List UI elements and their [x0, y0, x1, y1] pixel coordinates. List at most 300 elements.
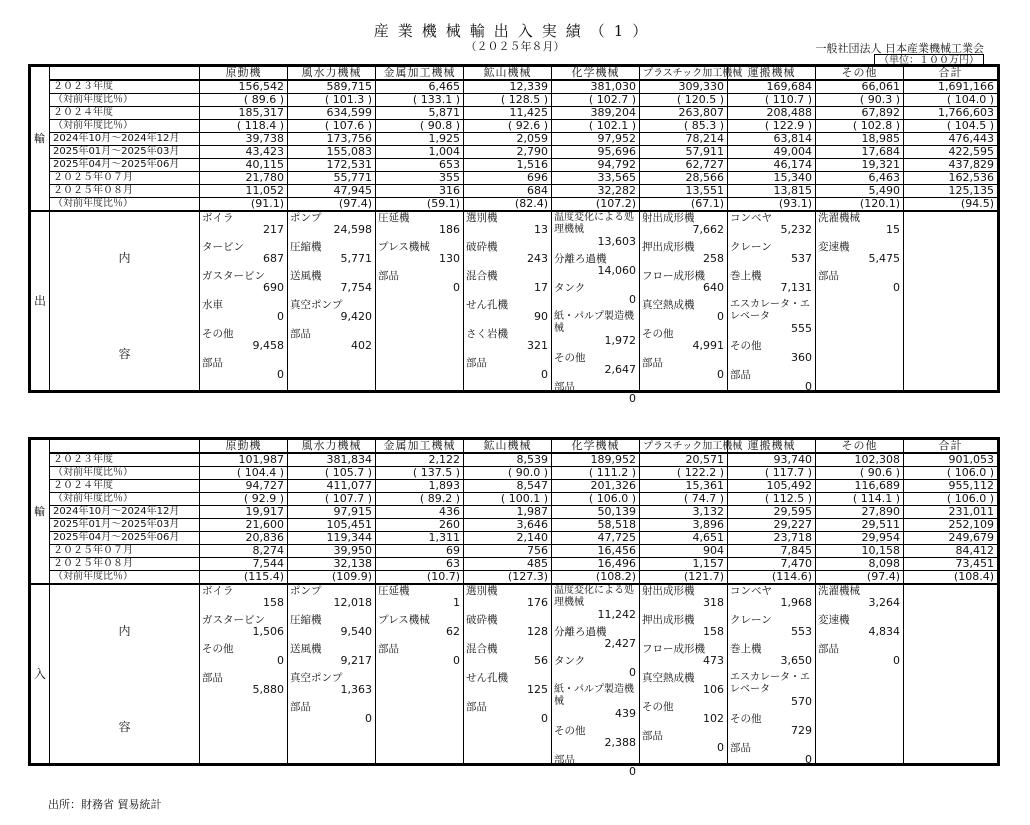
- import-cell: ( 111.2 ): [552, 467, 640, 480]
- export-cell: ( 89.6 ): [200, 94, 288, 107]
- export-cell: ( 102.1 ): [552, 120, 640, 133]
- import-breakdown-col: [288, 584, 376, 765]
- import-breakdown-col: [464, 584, 552, 765]
- import-item-name: 部品: [730, 742, 751, 754]
- import-cell: (115.4): [200, 571, 288, 585]
- export-cell: 46,174: [728, 159, 816, 172]
- export-cell: 40,115: [200, 159, 288, 172]
- export-item-name: タンク: [554, 282, 586, 294]
- import-row-label: ２０２３年度: [50, 453, 200, 467]
- export-item-value: 258: [703, 252, 724, 265]
- export-cell: 634,599: [288, 107, 376, 120]
- export-item-name: ガスタービン: [202, 270, 265, 282]
- export-cell: (120.1): [816, 198, 904, 212]
- import-item-name: 圧延機: [378, 585, 410, 597]
- export-cell: 95,696: [552, 146, 640, 159]
- export-item-name: 洗濯機械: [818, 212, 860, 224]
- import-row-label: ２０２５年０８月: [50, 558, 200, 571]
- export-item-value: 0: [453, 281, 460, 294]
- import-item-value: 2,427: [604, 637, 636, 650]
- export-cell: ( 101.3 ): [288, 94, 376, 107]
- export-cell: 316: [376, 185, 464, 198]
- import-cell: 69: [376, 545, 464, 558]
- import-item-value: 1,506: [252, 625, 284, 638]
- import-cell: 73,451: [904, 558, 999, 571]
- export-cell: 6,463: [816, 172, 904, 185]
- import-item-value: 2,388: [604, 736, 636, 749]
- export-cell: 12,339: [464, 80, 552, 94]
- export-cell: 172,531: [288, 159, 376, 172]
- export-cell: 653: [376, 159, 464, 172]
- export-cell: (67.1): [640, 198, 728, 212]
- export-breakdown-row: [30, 211, 999, 392]
- import-row-label: ２０２５年０７月: [50, 545, 200, 558]
- import-cell: 105,492: [728, 480, 816, 493]
- page-subtitle: （２０２５年８月）: [465, 40, 565, 53]
- import-item-value: 125: [527, 683, 548, 696]
- export-cell: 94,792: [552, 159, 640, 172]
- import-cell: ( 112.5 ): [728, 493, 816, 506]
- import-side-label-top: 輸: [30, 439, 50, 585]
- import-label-uchi: 内: [118, 624, 131, 638]
- export-cell: 1,516: [464, 159, 552, 172]
- export-item-name: 圧延機: [378, 212, 410, 224]
- export-item-name: 圧縮機: [290, 241, 322, 253]
- import-col-header: プラスチック加工機械: [640, 439, 728, 454]
- export-item-value: 5,771: [340, 252, 372, 265]
- export-item-name: 真空熱成機: [642, 299, 695, 311]
- export-row-label: 2025年04月～2025年06月: [50, 159, 200, 172]
- import-item-name: その他: [730, 713, 762, 725]
- import-item-value: 0: [453, 654, 460, 667]
- export-item-value: 0: [629, 293, 636, 306]
- import-item-value: 158: [703, 625, 724, 638]
- export-cell: 309,330: [640, 80, 728, 94]
- export-item-name: タービン: [202, 241, 244, 253]
- import-item-name: せん孔機: [466, 672, 508, 684]
- export-cell: (97.4): [288, 198, 376, 212]
- import-cell: 116,689: [816, 480, 904, 493]
- export-row-label: （対前年度比％）: [50, 198, 200, 212]
- import-cell: 97,915: [288, 506, 376, 519]
- export-side-label-bottom: 出: [30, 211, 50, 392]
- export-cell: 66,061: [816, 80, 904, 94]
- export-data-row: [30, 133, 999, 146]
- import-item-name: 部品: [290, 701, 311, 713]
- import-cell: 1,987: [464, 506, 552, 519]
- import-cell: ( 104.4 ): [200, 467, 288, 480]
- export-cell: 1,691,166: [904, 80, 999, 94]
- export-data-row: [30, 146, 999, 159]
- export-cell: ( 85.3 ): [640, 120, 728, 133]
- export-cell: 5,490: [816, 185, 904, 198]
- export-item-value: 4,991: [692, 339, 724, 352]
- import-header-row: [30, 439, 999, 454]
- export-item-name: 部品: [202, 357, 223, 369]
- import-item-value: 9,217: [340, 654, 372, 667]
- import-item-name: 選別機: [466, 585, 498, 597]
- export-breakdown-col: [376, 211, 464, 392]
- export-row-label: ２０２５年０８月: [50, 185, 200, 198]
- import-cell: 1,893: [376, 480, 464, 493]
- export-cell: 173,756: [288, 133, 376, 146]
- export-item-value: 7,662: [692, 223, 724, 236]
- import-item-name: 洗濯機械: [818, 585, 860, 597]
- import-cell: 32,138: [288, 558, 376, 571]
- export-item-name: その他: [554, 352, 586, 364]
- export-cell: (82.4): [464, 198, 552, 212]
- export-data-row: [30, 172, 999, 185]
- export-cell: 437,829: [904, 159, 999, 172]
- import-cell: 119,344: [288, 532, 376, 545]
- export-cell: 13,815: [728, 185, 816, 198]
- export-cell: 32,282: [552, 185, 640, 198]
- export-item-name: 破砕機: [466, 241, 498, 253]
- export-item-value: 17: [534, 281, 548, 294]
- export-col-header: 風水力機械: [288, 66, 376, 81]
- import-item-value: 0: [629, 666, 636, 679]
- export-item-value: 0: [805, 380, 812, 393]
- export-cell: (93.1): [728, 198, 816, 212]
- export-item-name: ポンプ: [290, 212, 322, 224]
- export-cell: 57,911: [640, 146, 728, 159]
- import-cell: 39,950: [288, 545, 376, 558]
- export-data-row: [30, 159, 999, 172]
- export-cell: 684: [464, 185, 552, 198]
- import-cell: ( 90.6 ): [816, 467, 904, 480]
- export-item-value: 14,060: [597, 264, 636, 277]
- export-item-value: 687: [263, 252, 284, 265]
- import-cell: 50,139: [552, 506, 640, 519]
- import-cell: 102,308: [816, 453, 904, 467]
- export-data-row: [30, 107, 999, 120]
- import-item-name: エスカレータ・エレベータ: [730, 672, 810, 695]
- import-data-row: [30, 480, 999, 493]
- import-item-value: 176: [527, 596, 548, 609]
- import-item-value: 62: [446, 625, 460, 638]
- import-cell: 901,053: [904, 453, 999, 467]
- export-item-value: 555: [791, 322, 812, 335]
- export-item-value: 24,598: [333, 223, 372, 236]
- export-row-label: ２０２４年度: [50, 107, 200, 120]
- export-item-name: せん孔機: [466, 299, 508, 311]
- import-cell: 7,544: [200, 558, 288, 571]
- export-row-label: ２０２５年０７月: [50, 172, 200, 185]
- export-cell: 589,715: [288, 80, 376, 94]
- import-item-value: 4,834: [868, 625, 900, 638]
- export-cell: 185,317: [200, 107, 288, 120]
- export-cell: 422,595: [904, 146, 999, 159]
- import-cell: (114.6): [728, 571, 816, 585]
- export-row-label: 2025年01月～2025年03月: [50, 146, 200, 159]
- export-col-header: プラスチック加工機械: [640, 66, 728, 81]
- import-cell: 27,890: [816, 506, 904, 519]
- import-data-row: [30, 467, 999, 480]
- export-item-value: 9,420: [340, 310, 372, 323]
- import-item-value: 0: [541, 712, 548, 725]
- import-cell: ( 74.7 ): [640, 493, 728, 506]
- export-cell: ( 102.7 ): [552, 94, 640, 107]
- import-cell: (109.9): [288, 571, 376, 585]
- import-item-value: 128: [527, 625, 548, 638]
- import-breakdown-col: [728, 584, 816, 765]
- export-cell: (91.1): [200, 198, 288, 212]
- export-item-name: 部品: [554, 381, 575, 393]
- export-cell: ( 133.1 ): [376, 94, 464, 107]
- import-cell: 3,646: [464, 519, 552, 532]
- import-item-name: 射出成形機: [642, 585, 695, 597]
- export-cell: ( 107.6 ): [288, 120, 376, 133]
- export-cell: 67,892: [816, 107, 904, 120]
- export-row-label: （対前年度比％）: [50, 94, 200, 107]
- export-item-name: 紙・パルプ製造機械: [554, 311, 634, 334]
- import-item-name: 部品: [818, 643, 839, 655]
- import-data-row: [30, 506, 999, 519]
- export-item-value: 5,232: [780, 223, 812, 236]
- import-item-value: 439: [615, 707, 636, 720]
- import-item-name: 混合機: [466, 643, 498, 655]
- import-side-label-bottom: 入: [30, 584, 50, 765]
- import-item-value: 318: [703, 596, 724, 609]
- export-item-name: その他: [642, 328, 674, 340]
- export-item-name: 部品: [466, 357, 487, 369]
- export-item-name: エスカレータ・エレベータ: [730, 299, 810, 322]
- import-item-name: 押出成形機: [642, 614, 695, 626]
- import-item-name: ボイラ: [202, 585, 234, 597]
- export-data-row: [30, 80, 999, 94]
- import-item-value: 0: [805, 753, 812, 766]
- export-cell: 162,536: [904, 172, 999, 185]
- import-item-name: 部品: [642, 730, 663, 742]
- export-item-value: 5,475: [868, 252, 900, 265]
- export-cell: 125,135: [904, 185, 999, 198]
- export-cell: (94.5): [904, 198, 999, 212]
- import-data-row: [30, 453, 999, 467]
- import-cell: 189,952: [552, 453, 640, 467]
- export-cell: ( 104.5 ): [904, 120, 999, 133]
- import-breakdown-col: [640, 584, 728, 765]
- export-item-name: 巻上機: [730, 270, 762, 282]
- import-cell: 15,361: [640, 480, 728, 493]
- import-cell: 63: [376, 558, 464, 571]
- import-cell: 2,122: [376, 453, 464, 467]
- export-item-name: 部品: [378, 270, 399, 282]
- export-item-name: 分離ろ過機: [554, 253, 607, 265]
- import-data-row: [30, 571, 999, 585]
- import-cell: 93,740: [728, 453, 816, 467]
- import-cell: 29,954: [816, 532, 904, 545]
- export-col-header: 鉱山機械: [464, 66, 552, 81]
- import-cell: 84,412: [904, 545, 999, 558]
- import-cell: ( 122.2 ): [640, 467, 728, 480]
- export-cell: 5,871: [376, 107, 464, 120]
- export-item-value: 0: [541, 368, 548, 381]
- import-cell: 1,311: [376, 532, 464, 545]
- export-item-value: 217: [263, 223, 284, 236]
- export-item-value: 0: [893, 281, 900, 294]
- export-item-name: 送風機: [290, 270, 322, 282]
- import-cell: 8,098: [816, 558, 904, 571]
- export-cell: ( 102.8 ): [816, 120, 904, 133]
- import-cell: 411,077: [288, 480, 376, 493]
- export-cell: 49,004: [728, 146, 816, 159]
- import-breakdown-col: [816, 584, 904, 765]
- import-cell: ( 100.1 ): [464, 493, 552, 506]
- export-cell: ( 104.0 ): [904, 94, 999, 107]
- import-item-value: 570: [791, 695, 812, 708]
- export-cell: ( 110.7 ): [728, 94, 816, 107]
- export-cell: 78,214: [640, 133, 728, 146]
- import-cell: ( 105.7 ): [288, 467, 376, 480]
- export-cell: 17,684: [816, 146, 904, 159]
- import-item-name: 分離ろ過機: [554, 626, 607, 638]
- import-cell: 8,539: [464, 453, 552, 467]
- export-item-name: 変速機: [818, 241, 850, 253]
- export-cell: 389,204: [552, 107, 640, 120]
- import-breakdown-row: [30, 584, 999, 765]
- import-cell: 47,725: [552, 532, 640, 545]
- import-item-value: 102: [703, 712, 724, 725]
- import-cell: 201,326: [552, 480, 640, 493]
- export-cell: ( 122.9 ): [728, 120, 816, 133]
- import-cell: 8,547: [464, 480, 552, 493]
- import-row-label: 2024年10月～2024年12月: [50, 506, 200, 519]
- import-item-value: 0: [629, 765, 636, 778]
- import-cell: 8,274: [200, 545, 288, 558]
- import-item-value: 1: [453, 596, 460, 609]
- import-breakdown-col: [552, 584, 640, 778]
- import-item-name: その他: [202, 643, 234, 655]
- import-item-value: 0: [277, 654, 284, 667]
- import-label-you: 容: [118, 720, 131, 734]
- import-cell: 58,518: [552, 519, 640, 532]
- export-col-header: 運搬機械: [728, 66, 816, 81]
- export-item-name: コンベヤ: [730, 212, 772, 224]
- import-item-name: 温度変化による処理機械: [554, 585, 634, 608]
- import-item-value: 12,018: [333, 596, 372, 609]
- export-item-value: 7,754: [340, 281, 372, 294]
- import-cell: ( 117.7 ): [728, 467, 816, 480]
- import-cell: ( 107.7 ): [288, 493, 376, 506]
- import-item-name: 巻上機: [730, 643, 762, 655]
- export-breakdown-col: [816, 211, 904, 392]
- import-item-name: ポンプ: [290, 585, 322, 597]
- import-item-name: ガスタービン: [202, 614, 265, 626]
- import-item-value: 9,540: [340, 625, 372, 638]
- import-data-row: [30, 532, 999, 545]
- export-cell: ( 128.5 ): [464, 94, 552, 107]
- import-cell: 904: [640, 545, 728, 558]
- export-row-label: 2024年10月～2024年12月: [50, 133, 200, 146]
- export-breakdown-col: [288, 211, 376, 392]
- export-cell: 19,321: [816, 159, 904, 172]
- import-item-name: 紙・パルプ製造機械: [554, 684, 634, 707]
- export-data-row: [30, 185, 999, 198]
- import-item-value: 5,880: [252, 683, 284, 696]
- import-cell: 7,845: [728, 545, 816, 558]
- export-cell: 62,727: [640, 159, 728, 172]
- export-item-value: 15: [886, 223, 900, 236]
- export-item-name: ボイラ: [202, 212, 234, 224]
- import-item-value: 106: [703, 683, 724, 696]
- export-item-value: 0: [277, 310, 284, 323]
- import-cell: (108.4): [904, 571, 999, 585]
- import-item-name: クレーン: [730, 614, 772, 626]
- export-item-value: 13: [534, 223, 548, 236]
- import-cell: 101,987: [200, 453, 288, 467]
- export-cell: 208,488: [728, 107, 816, 120]
- import-breakdown-col: [376, 584, 464, 765]
- import-cell: 381,834: [288, 453, 376, 467]
- import-item-name: 破砕機: [466, 614, 498, 626]
- export-col-header: 合計: [904, 66, 999, 81]
- export-item-name: 射出成形機: [642, 212, 695, 224]
- export-item-name: 部品: [290, 328, 311, 340]
- export-row-label: ２０２３年度: [50, 80, 200, 94]
- export-cell: 155,083: [288, 146, 376, 159]
- export-breakdown-col: [200, 211, 288, 392]
- import-item-name: その他: [642, 701, 674, 713]
- export-breakdown-col: [552, 211, 640, 405]
- export-cell: 1,004: [376, 146, 464, 159]
- export-item-value: 1,972: [604, 334, 636, 347]
- import-cell: ( 92.9 ): [200, 493, 288, 506]
- source-note: 出所：財務省 貿易統計: [48, 798, 162, 811]
- export-item-name: 部品: [642, 357, 663, 369]
- export-item-value: 640: [703, 281, 724, 294]
- export-data-row: [30, 120, 999, 133]
- export-item-name: その他: [202, 328, 234, 340]
- export-item-value: 130: [439, 252, 460, 265]
- export-item-name: 温度変化による処理機械: [554, 212, 634, 235]
- import-item-name: コンベヤ: [730, 585, 772, 597]
- organization-name: 一般社団法人 日本産業機械工業会: [815, 42, 984, 55]
- export-item-name: 押出成形機: [642, 241, 695, 253]
- export-item-value: 7,131: [780, 281, 812, 294]
- export-item-name: クレーン: [730, 241, 772, 253]
- import-cell: 21,600: [200, 519, 288, 532]
- import-cell: 29,511: [816, 519, 904, 532]
- export-label-uchi: 内: [118, 251, 131, 265]
- export-cell: ( 90.3 ): [816, 94, 904, 107]
- import-data-row: [30, 558, 999, 571]
- import-item-name: 部品: [554, 754, 575, 766]
- import-cell: 756: [464, 545, 552, 558]
- import-row-label: （対前年度比％）: [50, 467, 200, 480]
- export-item-value: 0: [277, 368, 284, 381]
- import-item-name: 変速機: [818, 614, 850, 626]
- export-cell: 355: [376, 172, 464, 185]
- export-cell: 18,985: [816, 133, 904, 146]
- import-cell: (121.7): [640, 571, 728, 585]
- export-data-row: [30, 198, 999, 212]
- export-item-value: 2,647: [604, 363, 636, 376]
- import-item-name: タンク: [554, 655, 586, 667]
- export-item-value: 0: [629, 392, 636, 405]
- export-item-value: 9,458: [252, 339, 284, 352]
- import-item-value: 56: [534, 654, 548, 667]
- import-cell: 16,456: [552, 545, 640, 558]
- export-item-value: 0: [717, 368, 724, 381]
- export-item-name: その他: [730, 340, 762, 352]
- import-item-name: 部品: [378, 643, 399, 655]
- export-item-name: 水車: [202, 299, 223, 311]
- import-cell: 19,917: [200, 506, 288, 519]
- import-cell: 3,896: [640, 519, 728, 532]
- import-cell: 260: [376, 519, 464, 532]
- export-item-value: 690: [263, 281, 284, 294]
- import-cell: 2,140: [464, 532, 552, 545]
